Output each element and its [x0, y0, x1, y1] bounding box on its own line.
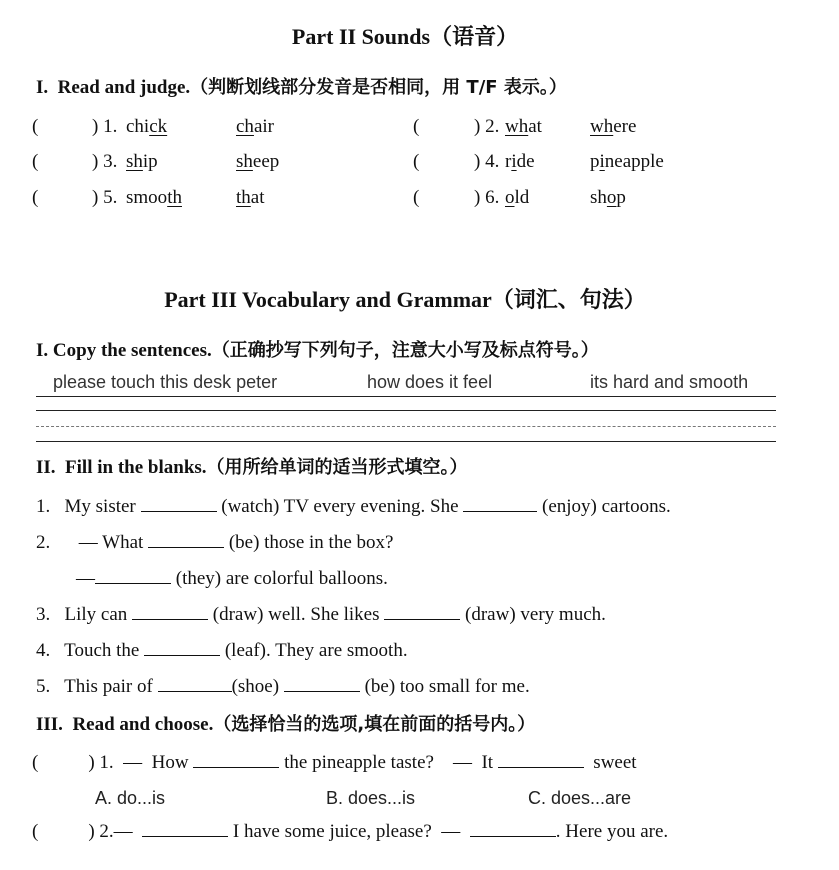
text: (be) those in the box? [224, 532, 394, 553]
sound-word [505, 187, 529, 209]
text: (shoe) [231, 676, 284, 697]
answer-blank[interactable] [95, 567, 171, 584]
fill-item-2 [36, 531, 393, 554]
sound-word [236, 116, 274, 138]
sound-word [126, 151, 158, 173]
fill-item-3 [36, 603, 606, 626]
writing-line [36, 396, 776, 397]
underlined-letters: th [167, 187, 182, 208]
choose-q2 [32, 820, 668, 843]
word-part: p [616, 187, 626, 208]
fill-item-1 [36, 495, 671, 518]
word-part: smoo [126, 187, 168, 208]
part3-sec1-heading [36, 336, 599, 362]
option-c: C. does...are [528, 788, 632, 808]
item-number: 5. [36, 676, 51, 697]
answer-paren[interactable]: ( [413, 151, 420, 172]
answer-blank[interactable] [158, 675, 232, 692]
underlined-letters: i [511, 151, 517, 172]
section-note: （正确抄写下列句子，注意大小写及标点符号。） [211, 340, 599, 361]
answer-blank[interactable] [284, 675, 360, 692]
section-note: （选择恰当的选项,填在前面的括号内。） [213, 714, 536, 735]
item-number: ) 1. [88, 752, 114, 773]
sound-word [590, 187, 626, 209]
text: sweet [588, 752, 637, 773]
answer-blank[interactable] [148, 531, 224, 548]
word-part: p [590, 151, 600, 172]
text: Lily can [64, 604, 133, 625]
copy-sentence-1: please touch this desk peter [53, 372, 278, 392]
part3-sec2-heading [36, 453, 468, 479]
underlined-letters: ck [149, 116, 168, 137]
choose-q1 [32, 751, 637, 774]
dash: — [78, 532, 98, 553]
answer-blank[interactable] [498, 751, 584, 768]
text: (watch) TV every evening. She [216, 496, 464, 517]
underlined-letters: sh [126, 151, 143, 172]
section-heading: Copy the sentences. [52, 340, 212, 361]
word-part: at [528, 116, 542, 137]
underlined-letters: i [599, 151, 605, 172]
part3-sec3-heading [36, 710, 535, 736]
answer-blank[interactable] [470, 820, 556, 837]
text: How [151, 752, 194, 773]
answer-blank[interactable] [463, 495, 537, 512]
answer-paren[interactable]: ( [413, 187, 420, 208]
fill-item-5 [36, 675, 530, 698]
dash: — [123, 752, 143, 773]
sound-word [590, 151, 664, 173]
answer-blank[interactable] [193, 751, 279, 768]
word-part: air [253, 116, 274, 137]
writing-line [36, 441, 776, 442]
section-label: I. [36, 77, 49, 98]
answer-blank[interactable] [141, 495, 217, 512]
part2-sec1-heading [36, 73, 567, 99]
copy-sentence-3: its hard and smooth [590, 372, 749, 392]
section-label: II. [36, 457, 56, 478]
text: This pair of [64, 676, 158, 697]
word-part: de [516, 151, 535, 172]
sound-word [505, 151, 535, 173]
answer-paren[interactable]: ( [32, 821, 39, 842]
dash: — [76, 568, 95, 589]
section-heading: Fill in the blanks. [65, 457, 207, 478]
word-part: ere [613, 116, 637, 137]
word-part: r [505, 151, 512, 172]
sound-word [590, 116, 636, 138]
underlined-letters: o [606, 187, 617, 208]
word-part: ld [514, 187, 530, 208]
word-part: at [250, 187, 265, 208]
sound-word [505, 116, 542, 138]
fill-item-4 [36, 639, 408, 662]
writing-line-dashed [36, 426, 776, 427]
item-number: ) 5. [92, 187, 118, 208]
text: . Here you are. [555, 821, 669, 842]
option-b: B. does...is [326, 788, 416, 808]
sound-word [126, 116, 167, 138]
sound-word [236, 187, 265, 209]
answer-paren[interactable]: ( [413, 116, 420, 137]
word-part: neapple [604, 151, 664, 172]
text: the pineapple taste? [279, 752, 434, 773]
text: (enjoy) cartoons. [537, 496, 671, 517]
answer-blank[interactable] [384, 603, 460, 620]
text: (draw) well. She likes [208, 604, 385, 625]
part3-title: Part III Vocabulary and Grammar（词汇、句法） [164, 287, 646, 312]
option-a: A. do...is [95, 788, 166, 808]
sound-word [236, 151, 279, 173]
item-number: 4. [36, 640, 51, 661]
section-label: III. [36, 714, 63, 735]
text: (they) are colorful balloons. [171, 568, 388, 589]
item-number: 3. [36, 604, 51, 625]
section-heading: Read and judge. [57, 77, 191, 98]
item-number: ) 6. [474, 187, 500, 208]
text: (leaf). They are smooth. [220, 640, 408, 661]
text: My sister [64, 496, 141, 517]
answer-blank[interactable] [142, 820, 228, 837]
answer-paren[interactable]: ( [32, 151, 39, 172]
underlined-letters: wh [505, 116, 529, 137]
word-part: ip [142, 151, 158, 172]
copy-sentence-2: how does it feel [367, 372, 493, 392]
underlined-letters: th [236, 187, 251, 208]
word-part: eep [252, 151, 280, 172]
underlined-letters: wh [590, 116, 614, 137]
underlined-letters: o [505, 187, 515, 208]
item-number: 2. [36, 532, 51, 553]
text: It [481, 752, 498, 773]
answer-paren[interactable]: ( [32, 187, 39, 208]
section-note: （判断划线部分发音是否相同，用 T/F 表示。） [190, 77, 567, 98]
part2-title: Part II Sounds（语音） [291, 24, 519, 49]
fill-item-2-answer [76, 567, 388, 590]
section-note: （用所给单词的适当形式填空。） [206, 457, 468, 478]
item-number: ) 3. [92, 151, 118, 172]
item-number: 1. [36, 496, 51, 517]
word-part: chi [126, 116, 150, 137]
item-number: ) 2. [474, 116, 500, 137]
item-number: ) 1. [92, 116, 118, 137]
text: (draw) very much. [460, 604, 606, 625]
sound-word [126, 187, 182, 209]
item-number: ) 2.— [88, 821, 133, 842]
writing-line [36, 410, 776, 411]
text: I have some juice, please? [228, 821, 432, 842]
underlined-letters: ch [236, 116, 254, 137]
answer-blank[interactable] [144, 639, 220, 656]
underlined-letters: sh [236, 151, 253, 172]
section-heading: Read and choose. [72, 714, 214, 735]
answer-paren[interactable]: ( [32, 752, 39, 773]
dash: — [441, 821, 461, 842]
word-part: sh [590, 187, 607, 208]
text: What [97, 532, 149, 553]
item-number: ) 4. [474, 151, 500, 172]
answer-paren[interactable]: ( [32, 116, 39, 137]
answer-blank[interactable] [132, 603, 208, 620]
section-label: I. [36, 340, 49, 361]
dash: — [452, 752, 472, 773]
text: (be) too small for me. [359, 676, 530, 697]
text: Touch the [64, 640, 145, 661]
